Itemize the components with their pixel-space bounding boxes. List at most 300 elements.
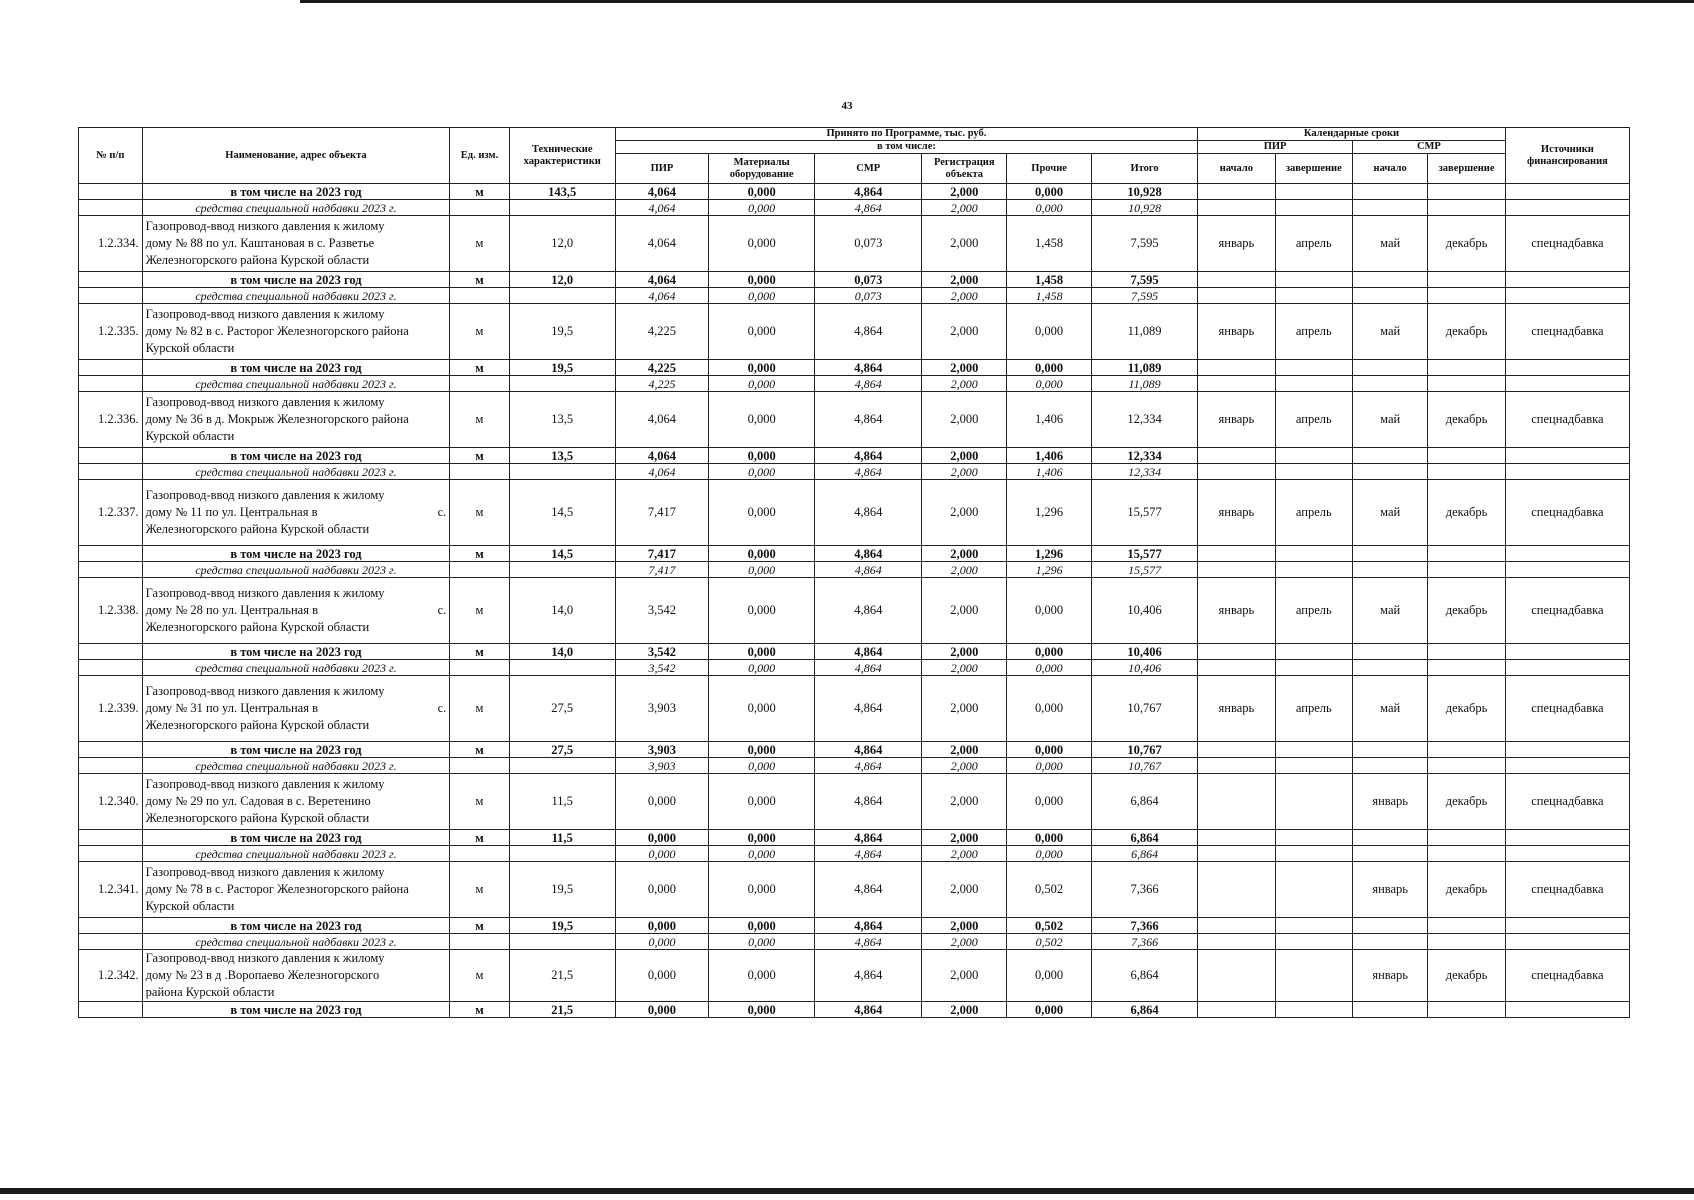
empty-cell [1505,448,1629,464]
special-other: 0,000 [1007,200,1092,216]
sum-smr: 4,864 [815,360,922,376]
sum-total: 11,089 [1092,360,1198,376]
object-smr-start: май [1353,392,1428,448]
sum-tech: 14,0 [509,644,615,660]
empty-cell [1198,918,1275,934]
object-smr-start: май [1353,304,1428,360]
object-source: спецнадбавка [1505,304,1629,360]
table-row-special [79,846,1630,862]
object-pir-start [1198,862,1275,918]
special-reg: 2,000 [922,376,1007,392]
object-unit: м [450,774,509,830]
special-total: 7,366 [1092,934,1198,950]
table-row-object [79,480,1630,546]
table-row-object [79,862,1630,918]
object-name-line [146,700,447,717]
sum-smr: 4,864 [815,644,922,660]
empty-cell [1275,562,1352,578]
object-smr-start: май [1353,676,1428,742]
empty-cell [79,360,143,376]
sum-smr: 4,864 [815,830,922,846]
object-smr-end: декабрь [1428,480,1505,546]
empty-cell [1428,934,1505,950]
empty-cell [1275,830,1352,846]
empty-cell [1275,660,1352,676]
sum-other: 1,296 [1007,546,1092,562]
object-total: 7,366 [1092,862,1198,918]
object-smr-end: декабрь [1428,676,1505,742]
sum-pir: 0,000 [615,1002,708,1018]
empty-cell [1353,562,1428,578]
empty-cell [1198,448,1275,464]
empty-cell [1505,934,1629,950]
header-smr-start: начало [1353,154,1428,184]
header-other: Прочие [1007,154,1092,184]
empty-cell [1353,464,1428,480]
object-smr: 4,864 [815,392,922,448]
sum-pir: 3,542 [615,644,708,660]
sum-total: 15,577 [1092,546,1198,562]
object-source: спецнадбавка [1505,774,1629,830]
object-pir-end: апрель [1275,304,1352,360]
empty-cell [1198,360,1275,376]
header-pir-start: начало [1198,154,1275,184]
table-row-sum [79,360,1630,376]
sum-unit: м [450,1002,509,1018]
empty-cell [79,272,143,288]
empty-cell [509,464,615,480]
empty-cell [1428,376,1505,392]
empty-cell [1275,376,1352,392]
empty-cell [1428,448,1505,464]
empty-cell [1428,272,1505,288]
object-pir: 4,064 [615,392,708,448]
object-pir-start: январь [1198,480,1275,546]
empty-cell [1428,846,1505,862]
empty-cell [509,846,615,862]
special-pir: 0,000 [615,846,708,862]
object-mat: 0,000 [709,950,815,1002]
table-row-sum [79,184,1630,200]
sum-reg: 2,000 [922,644,1007,660]
empty-cell [1198,830,1275,846]
empty-cell [1353,1002,1428,1018]
sum-reg: 2,000 [922,546,1007,562]
object-other: 1,406 [1007,392,1092,448]
empty-cell [450,464,509,480]
empty-cell [450,660,509,676]
object-name-line: Газопровод-ввод низкого давления к жилому [145,586,385,600]
object-smr: 4,864 [815,774,922,830]
empty-cell [79,660,143,676]
empty-cell [1198,272,1275,288]
object-name-line: Железногорского района Курской области [145,718,370,732]
object-name-line: дому № 82 в с. Расторог Железногорского района [145,324,409,338]
sum-mat: 0,000 [709,184,815,200]
empty-cell [1198,562,1275,578]
sum-tech: 19,5 [509,360,615,376]
empty-cell [1428,562,1505,578]
special-total: 15,577 [1092,562,1198,578]
table-row-sum [79,644,1630,660]
empty-cell [1275,918,1352,934]
sum-other: 0,000 [1007,1002,1092,1018]
empty-cell [1275,758,1352,774]
object-pir: 4,225 [615,304,708,360]
empty-cell [509,660,615,676]
sum-smr: 0,073 [815,272,922,288]
special-other: 0,000 [1007,660,1092,676]
sum-unit: м [450,272,509,288]
special-label: средства специальной надбавки 2023 г. [142,660,450,676]
header-smr-end: завершение [1428,154,1505,184]
sum-mat: 0,000 [709,1002,815,1018]
object-name-line: Газопровод-ввод низкого давления к жилому [145,219,385,233]
sum-smr: 4,864 [815,918,922,934]
table-row-object [79,304,1630,360]
empty-cell [79,644,143,660]
object-name [142,480,450,546]
object-name-text: дому № 28 по ул. Центральная в [145,603,318,617]
sum-label: в том числе на 2023 год [142,742,450,758]
special-other: 0,502 [1007,934,1092,950]
header-pir-end: завершение [1275,154,1352,184]
empty-cell [79,1002,143,1018]
object-mat: 0,000 [709,216,815,272]
header-sources: Источники финансирования [1505,128,1629,184]
empty-cell [1353,376,1428,392]
sum-reg: 2,000 [922,184,1007,200]
empty-cell [79,376,143,392]
empty-cell [79,934,143,950]
special-total: 6,864 [1092,846,1198,862]
object-tech: 21,5 [509,950,615,1002]
special-other: 1,296 [1007,562,1092,578]
object-smr-end: декабрь [1428,862,1505,918]
empty-cell [79,758,143,774]
object-name-line: Газопровод-ввод низкого давления к жилому [145,684,385,698]
object-name-line: Курской области [145,341,235,355]
empty-cell [1428,464,1505,480]
object-name-line: Курской области [145,429,235,443]
empty-cell [1505,1002,1629,1018]
sum-other: 1,406 [1007,448,1092,464]
object-tech: 14,5 [509,480,615,546]
empty-cell [1428,758,1505,774]
special-mat: 0,000 [709,562,815,578]
object-smr-end: декабрь [1428,216,1505,272]
special-label: средства специальной надбавки 2023 г. [142,288,450,304]
object-total: 15,577 [1092,480,1198,546]
table-row-special [79,464,1630,480]
object-other: 0,000 [1007,304,1092,360]
object-mat: 0,000 [709,304,815,360]
sum-tech: 11,5 [509,830,615,846]
object-mat: 0,000 [709,480,815,546]
empty-cell [1198,846,1275,862]
sum-label: в том числе на 2023 год [142,448,450,464]
empty-cell [1198,288,1275,304]
object-number: 1.2.340. [79,774,143,830]
object-number: 1.2.342. [79,950,143,1002]
sum-unit: м [450,184,509,200]
empty-cell [1275,546,1352,562]
special-label: средства специальной надбавки 2023 г. [142,846,450,862]
table-row-sum [79,830,1630,846]
special-mat: 0,000 [709,846,815,862]
special-total: 10,406 [1092,660,1198,676]
object-name-line: дому № 78 в с. Расторог Железногорского района [145,882,409,896]
sum-mat: 0,000 [709,546,815,562]
object-name-line: Железногорского района Курской области [145,620,370,634]
empty-cell [1198,464,1275,480]
object-smr: 4,864 [815,304,922,360]
sum-unit: м [450,448,509,464]
empty-cell [509,562,615,578]
table-row-object [79,216,1630,272]
empty-cell [450,934,509,950]
empty-cell [1198,644,1275,660]
sum-unit: м [450,360,509,376]
object-name-line: Курской области [145,899,235,913]
object-name-line: Газопровод-ввод низкого давления к жилому [145,865,385,879]
object-source: спецнадбавка [1505,862,1629,918]
object-reg: 2,000 [922,304,1007,360]
special-smr: 4,864 [815,660,922,676]
special-total: 10,928 [1092,200,1198,216]
object-pir-start: январь [1198,578,1275,644]
sum-pir: 4,064 [615,272,708,288]
object-tech: 14,0 [509,578,615,644]
empty-cell [1505,644,1629,660]
sum-label: в том числе на 2023 год [142,184,450,200]
object-pir: 0,000 [615,862,708,918]
object-smr: 4,864 [815,578,922,644]
object-unit: м [450,950,509,1002]
empty-cell [1505,360,1629,376]
object-name [142,774,450,830]
special-other: 0,000 [1007,376,1092,392]
empty-cell [1505,918,1629,934]
object-source: спецнадбавка [1505,480,1629,546]
object-reg: 2,000 [922,216,1007,272]
sum-other: 0,502 [1007,918,1092,934]
empty-cell [1275,846,1352,862]
empty-cell [1198,660,1275,676]
empty-cell [1353,360,1428,376]
empty-cell [1275,288,1352,304]
special-reg: 2,000 [922,288,1007,304]
empty-cell [1428,742,1505,758]
object-reg: 2,000 [922,950,1007,1002]
object-total: 12,334 [1092,392,1198,448]
object-name-line [146,504,447,521]
object-reg: 2,000 [922,392,1007,448]
table-row-sum [79,1002,1630,1018]
sum-total: 10,406 [1092,644,1198,660]
object-pir-start [1198,950,1275,1002]
sum-total: 10,767 [1092,742,1198,758]
object-pir-end [1275,950,1352,1002]
header-num: № п/п [79,128,143,184]
object-source: спецнадбавка [1505,950,1629,1002]
sum-tech: 19,5 [509,918,615,934]
special-reg: 2,000 [922,846,1007,862]
object-other: 1,458 [1007,216,1092,272]
sum-reg: 2,000 [922,742,1007,758]
sum-other: 0,000 [1007,830,1092,846]
object-name-line: Железногорского района Курской области [145,811,370,825]
empty-cell [1198,376,1275,392]
object-total: 11,089 [1092,304,1198,360]
sum-label: в том числе на 2023 год [142,918,450,934]
object-name-line: Газопровод-ввод низкого давления к жилому [145,488,385,502]
object-pir-end [1275,862,1352,918]
object-name-text: дому № 11 по ул. Центральная в [145,505,318,519]
object-smr-end: декабрь [1428,578,1505,644]
empty-cell [1353,934,1428,950]
object-smr: 4,864 [815,950,922,1002]
empty-cell [1353,448,1428,464]
sum-smr: 4,864 [815,184,922,200]
sum-unit: м [450,546,509,562]
sum-pir: 4,064 [615,184,708,200]
empty-cell [1275,272,1352,288]
object-pir-end: апрель [1275,578,1352,644]
object-other: 1,296 [1007,480,1092,546]
table-row-special [79,562,1630,578]
object-name-suffix: с. [437,701,447,715]
special-pir: 3,903 [615,758,708,774]
sum-reg: 2,000 [922,830,1007,846]
object-mat: 0,000 [709,774,815,830]
object-name-line: Газопровод-ввод низкого давления к жилому [145,777,385,791]
empty-cell [1505,830,1629,846]
sum-other: 0,000 [1007,742,1092,758]
sum-label: в том числе на 2023 год [142,644,450,660]
empty-cell [1198,546,1275,562]
object-number: 1.2.339. [79,676,143,742]
empty-cell [79,830,143,846]
header-cal-pir: ПИР [1198,141,1353,154]
sum-mat: 0,000 [709,918,815,934]
object-pir: 0,000 [615,950,708,1002]
object-other: 0,000 [1007,950,1092,1002]
object-smr-end: декабрь [1428,950,1505,1002]
object-name-line: дому № 23 в д .Воропаево Железногорского [145,968,380,982]
empty-cell [1275,360,1352,376]
special-other: 0,000 [1007,846,1092,862]
table-row-special [79,200,1630,216]
header-registration: Регистрация объекта [922,154,1007,184]
special-reg: 2,000 [922,660,1007,676]
header-name: Наименование, адрес объекта [142,128,450,184]
special-other: 0,000 [1007,758,1092,774]
table-row-object [79,950,1630,1002]
object-pir: 7,417 [615,480,708,546]
object-total: 7,595 [1092,216,1198,272]
special-total: 7,595 [1092,288,1198,304]
object-smr: 4,864 [815,862,922,918]
object-number: 1.2.334. [79,216,143,272]
header-calendar: Календарные сроки [1198,128,1506,141]
sum-smr: 4,864 [815,546,922,562]
object-unit: м [450,480,509,546]
object-pir-end: апрель [1275,216,1352,272]
object-name-suffix: с. [437,505,447,519]
empty-cell [1505,272,1629,288]
empty-cell [1353,644,1428,660]
object-smr-start: январь [1353,862,1428,918]
sum-unit: м [450,644,509,660]
empty-cell [1275,1002,1352,1018]
object-mat: 0,000 [709,392,815,448]
object-unit: м [450,216,509,272]
table-row-sum [79,918,1630,934]
object-name [142,216,450,272]
empty-cell [1428,360,1505,376]
object-mat: 0,000 [709,578,815,644]
special-other: 1,406 [1007,464,1092,480]
object-tech: 11,5 [509,774,615,830]
header-materials: Материалы оборудование [709,154,815,184]
special-label: средства специальной надбавки 2023 г. [142,758,450,774]
table-row-sum [79,272,1630,288]
object-tech: 12,0 [509,216,615,272]
object-pir-start: январь [1198,392,1275,448]
sum-tech: 14,5 [509,546,615,562]
sum-tech: 21,5 [509,1002,615,1018]
page-number: 43 [841,100,853,112]
sum-mat: 0,000 [709,830,815,846]
special-reg: 2,000 [922,200,1007,216]
object-source: спецнадбавка [1505,216,1629,272]
object-name-line: Газопровод-ввод низкого давления к жилому [145,307,385,321]
object-unit: м [450,676,509,742]
header-smr: СМР [815,154,922,184]
empty-cell [1505,562,1629,578]
empty-cell [1275,934,1352,950]
sum-pir: 4,064 [615,448,708,464]
table-row-sum [79,742,1630,758]
empty-cell [79,918,143,934]
empty-cell [79,288,143,304]
object-reg: 2,000 [922,676,1007,742]
table-header [79,128,1630,184]
empty-cell [1428,644,1505,660]
object-number: 1.2.341. [79,862,143,918]
sum-pir: 4,225 [615,360,708,376]
special-total: 10,767 [1092,758,1198,774]
sum-pir: 0,000 [615,918,708,934]
sum-pir: 0,000 [615,830,708,846]
empty-cell [1353,288,1428,304]
special-label: средства специальной надбавки 2023 г. [142,200,450,216]
object-total: 6,864 [1092,774,1198,830]
empty-cell [1275,464,1352,480]
sum-label: в том числе на 2023 год [142,272,450,288]
object-number: 1.2.335. [79,304,143,360]
empty-cell [450,562,509,578]
empty-cell [1428,830,1505,846]
header-pir: ПИР [615,154,708,184]
empty-cell [1353,830,1428,846]
special-mat: 0,000 [709,376,815,392]
empty-cell [1505,660,1629,676]
special-label: средства специальной надбавки 2023 г. [142,934,450,950]
sum-label: в том числе на 2023 год [142,360,450,376]
sum-mat: 0,000 [709,448,815,464]
